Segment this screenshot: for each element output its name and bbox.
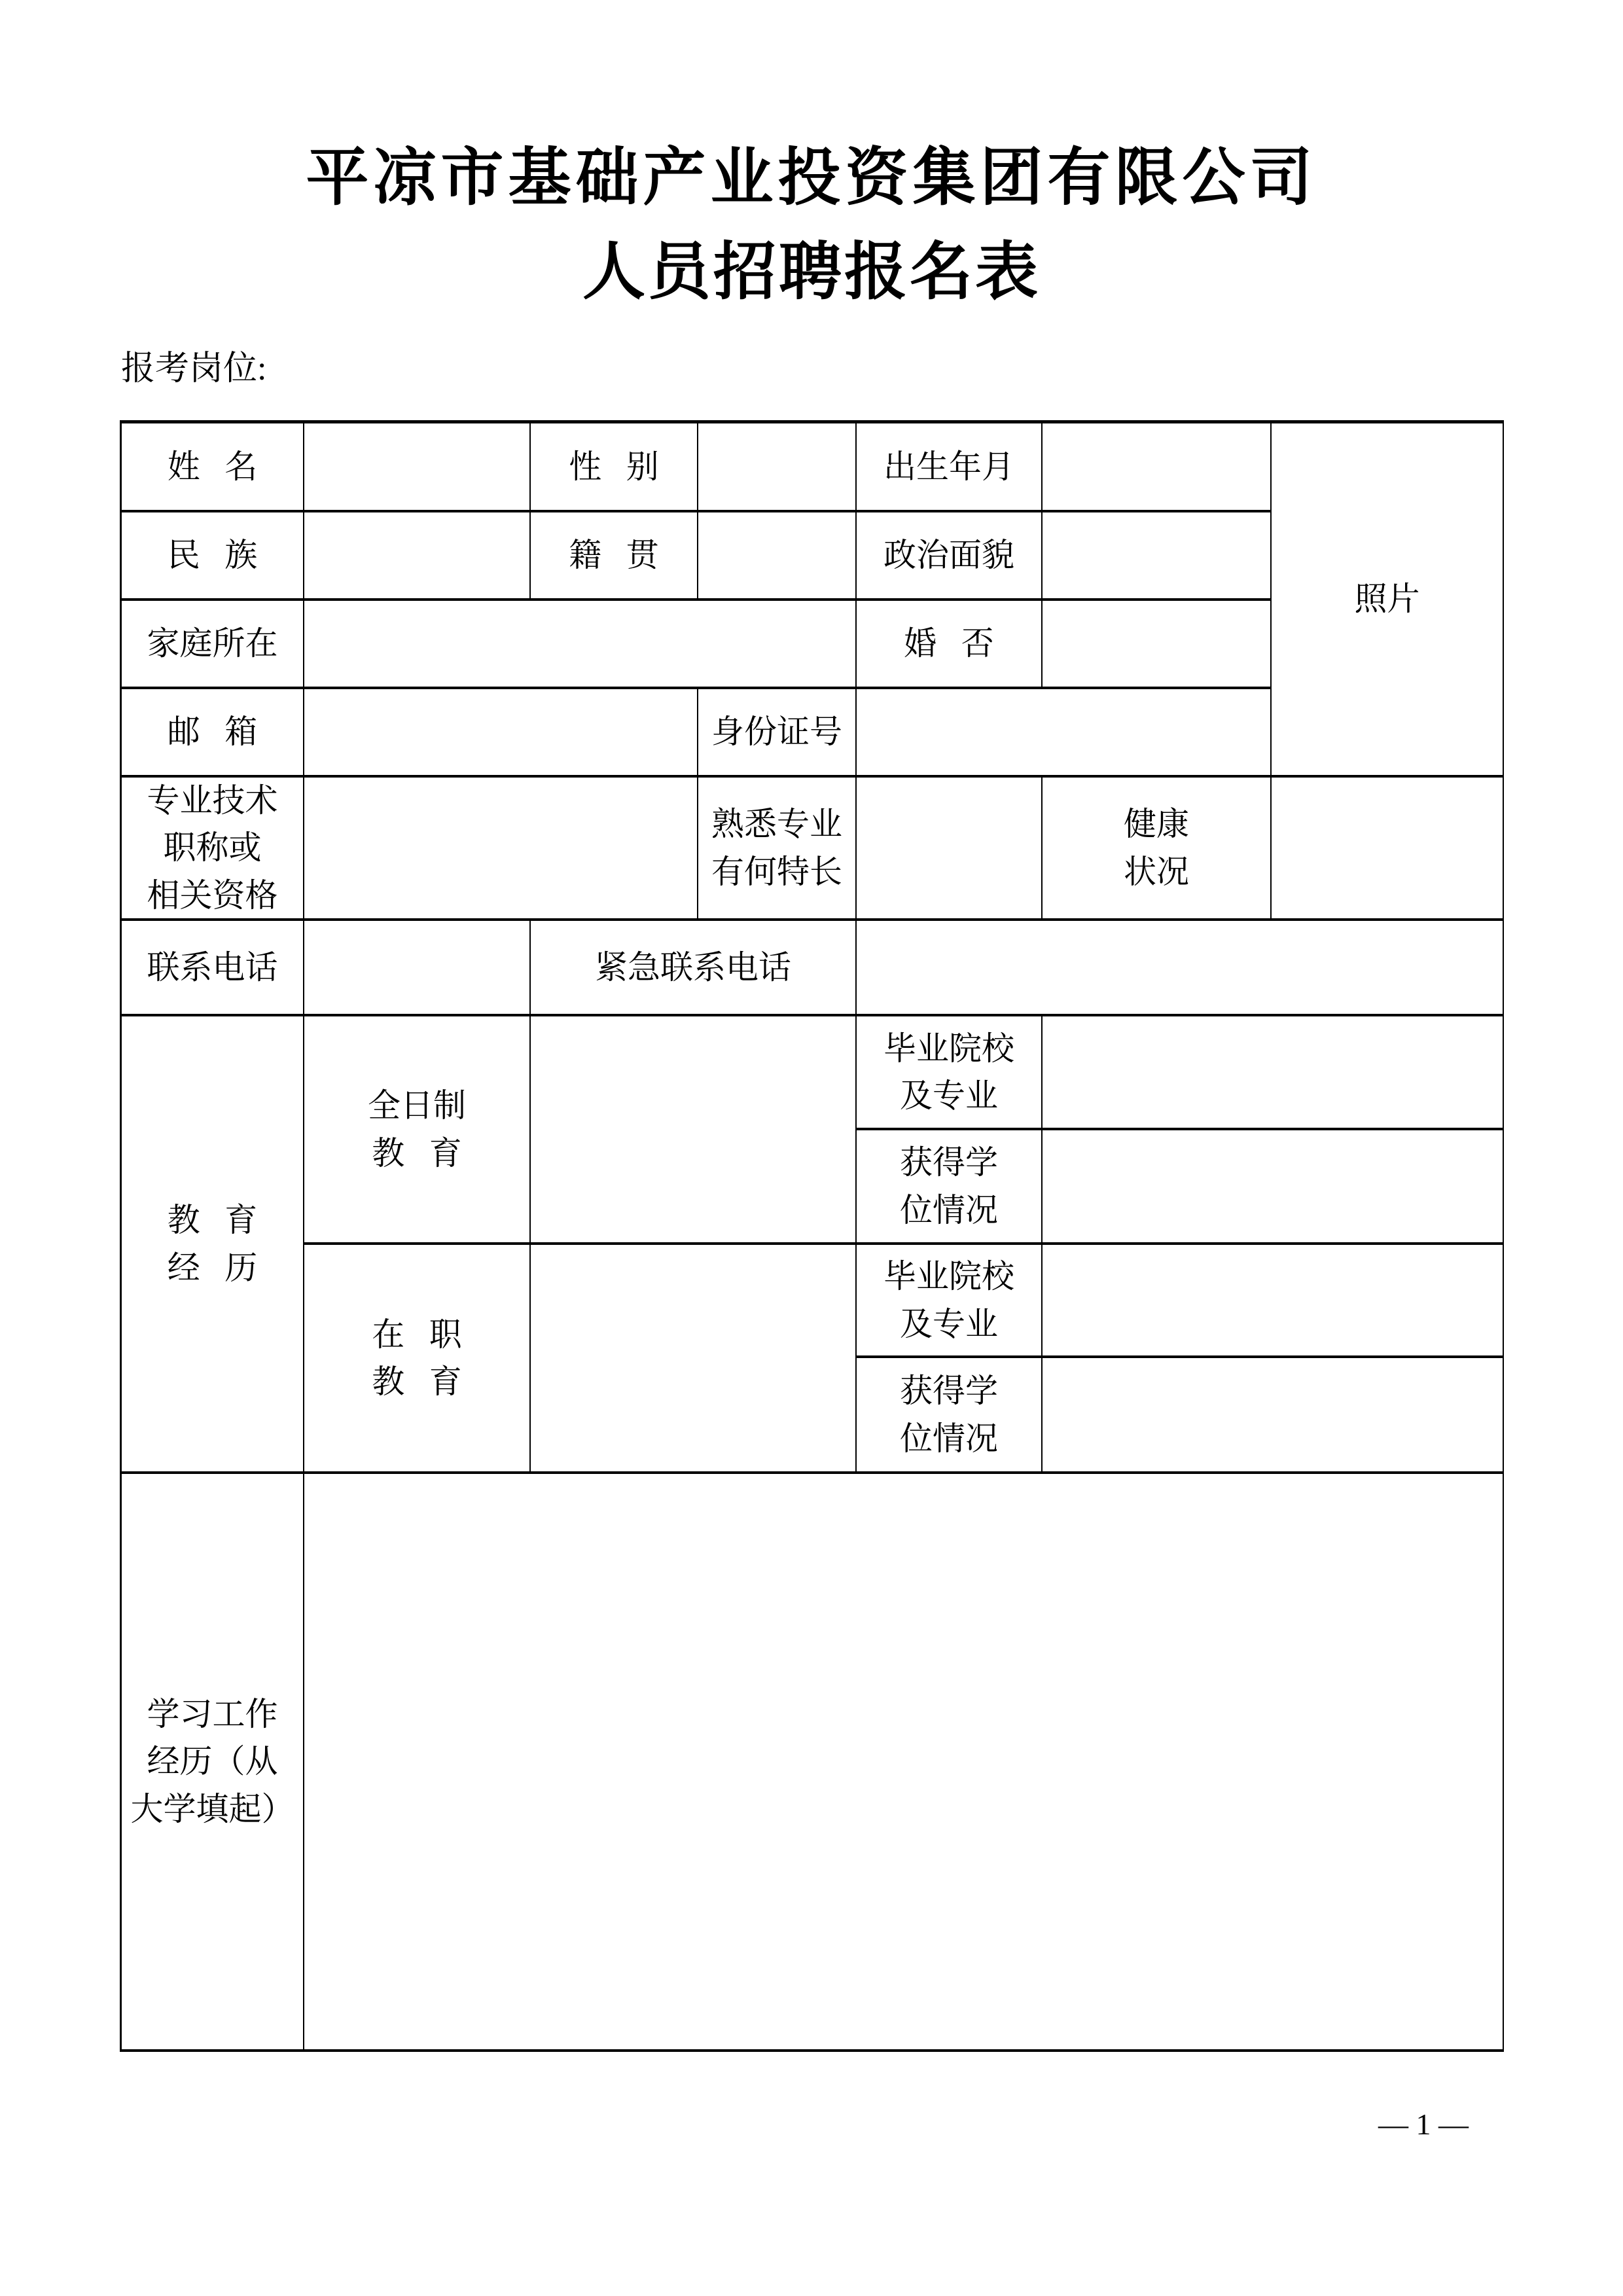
onjob-school-major-value-cell[interactable]: [1043, 1245, 1504, 1358]
position-applied-label: 报考岗位:: [121, 350, 267, 387]
ethnicity-value-cell[interactable]: [304, 512, 531, 601]
professional-title-label: 专业技术 职称或 相关资格: [122, 778, 304, 921]
page-number: — 1 —: [1378, 2108, 1469, 2141]
political-status-label: 政治面貌: [857, 512, 1043, 601]
onjob-education-label: 在 职 教 育: [304, 1245, 531, 1474]
familiar-specialty-value-cell[interactable]: [857, 778, 1043, 921]
native-place-label: 籍 贯: [531, 512, 698, 601]
professional-title-value-cell[interactable]: [304, 778, 698, 921]
birth-date-value-cell[interactable]: [1043, 423, 1272, 512]
photo-cell[interactable]: 照片: [1272, 423, 1504, 778]
phone-label: 联系电话: [122, 921, 304, 1016]
name-label: 姓 名: [122, 423, 304, 512]
family-residence-label: 家庭所在: [122, 601, 304, 689]
ethnicity-label: 民 族: [122, 512, 304, 601]
onjob-degree-value-cell[interactable]: [1043, 1358, 1504, 1474]
fulltime-school-major-label: 毕业院校 及专业: [857, 1016, 1043, 1130]
email-value-cell[interactable]: [304, 689, 698, 778]
education-history-label: 教 育 经 历: [122, 1016, 304, 1474]
fulltime-school-major-value-cell[interactable]: [1043, 1016, 1504, 1130]
health-status-value-cell[interactable]: [1272, 778, 1504, 921]
study-work-experience-value-cell[interactable]: [304, 1474, 1504, 2052]
family-residence-value-cell[interactable]: [304, 601, 857, 689]
fulltime-degree-value-cell[interactable]: [1043, 1130, 1504, 1245]
marital-status-label: 婚 否: [857, 601, 1043, 689]
onjob-school-major-label: 毕业院校 及专业: [857, 1245, 1043, 1358]
onjob-education-value-cell[interactable]: [531, 1245, 857, 1474]
id-number-label: 身份证号: [698, 689, 857, 778]
study-work-experience-label: 学习工作 经历（从 大学填起）: [122, 1474, 304, 2052]
email-label: 邮 箱: [122, 689, 304, 778]
document-title-line2: 人员招聘报名表: [582, 237, 1041, 307]
fulltime-education-label: 全日制 教 育: [304, 1016, 531, 1245]
phone-value-cell[interactable]: [304, 921, 531, 1016]
familiar-specialty-label: 熟悉专业 有何特长: [698, 778, 857, 921]
fulltime-education-value-cell[interactable]: [531, 1016, 857, 1245]
emergency-phone-label: 紧急联系电话: [531, 921, 857, 1016]
onjob-degree-label: 获得学 位情况: [857, 1358, 1043, 1474]
document-title-line1: 平凉市基础产业投资集团有限公司: [306, 143, 1317, 213]
name-value-cell[interactable]: [304, 423, 531, 512]
emergency-phone-value-cell[interactable]: [857, 921, 1504, 1016]
fulltime-degree-label: 获得学 位情况: [857, 1130, 1043, 1245]
gender-label: 性 别: [531, 423, 698, 512]
health-status-label: 健康 状况: [1043, 778, 1272, 921]
birth-date-label: 出生年月: [857, 423, 1043, 512]
marital-status-value-cell[interactable]: [1043, 601, 1272, 689]
position-applied-input-area[interactable]: [281, 350, 740, 391]
id-number-value-cell[interactable]: [857, 689, 1272, 778]
native-place-value-cell[interactable]: [698, 512, 857, 601]
application-form-table: [120, 420, 1504, 2052]
gender-value-cell[interactable]: [698, 423, 857, 512]
political-status-value-cell[interactable]: [1043, 512, 1272, 601]
